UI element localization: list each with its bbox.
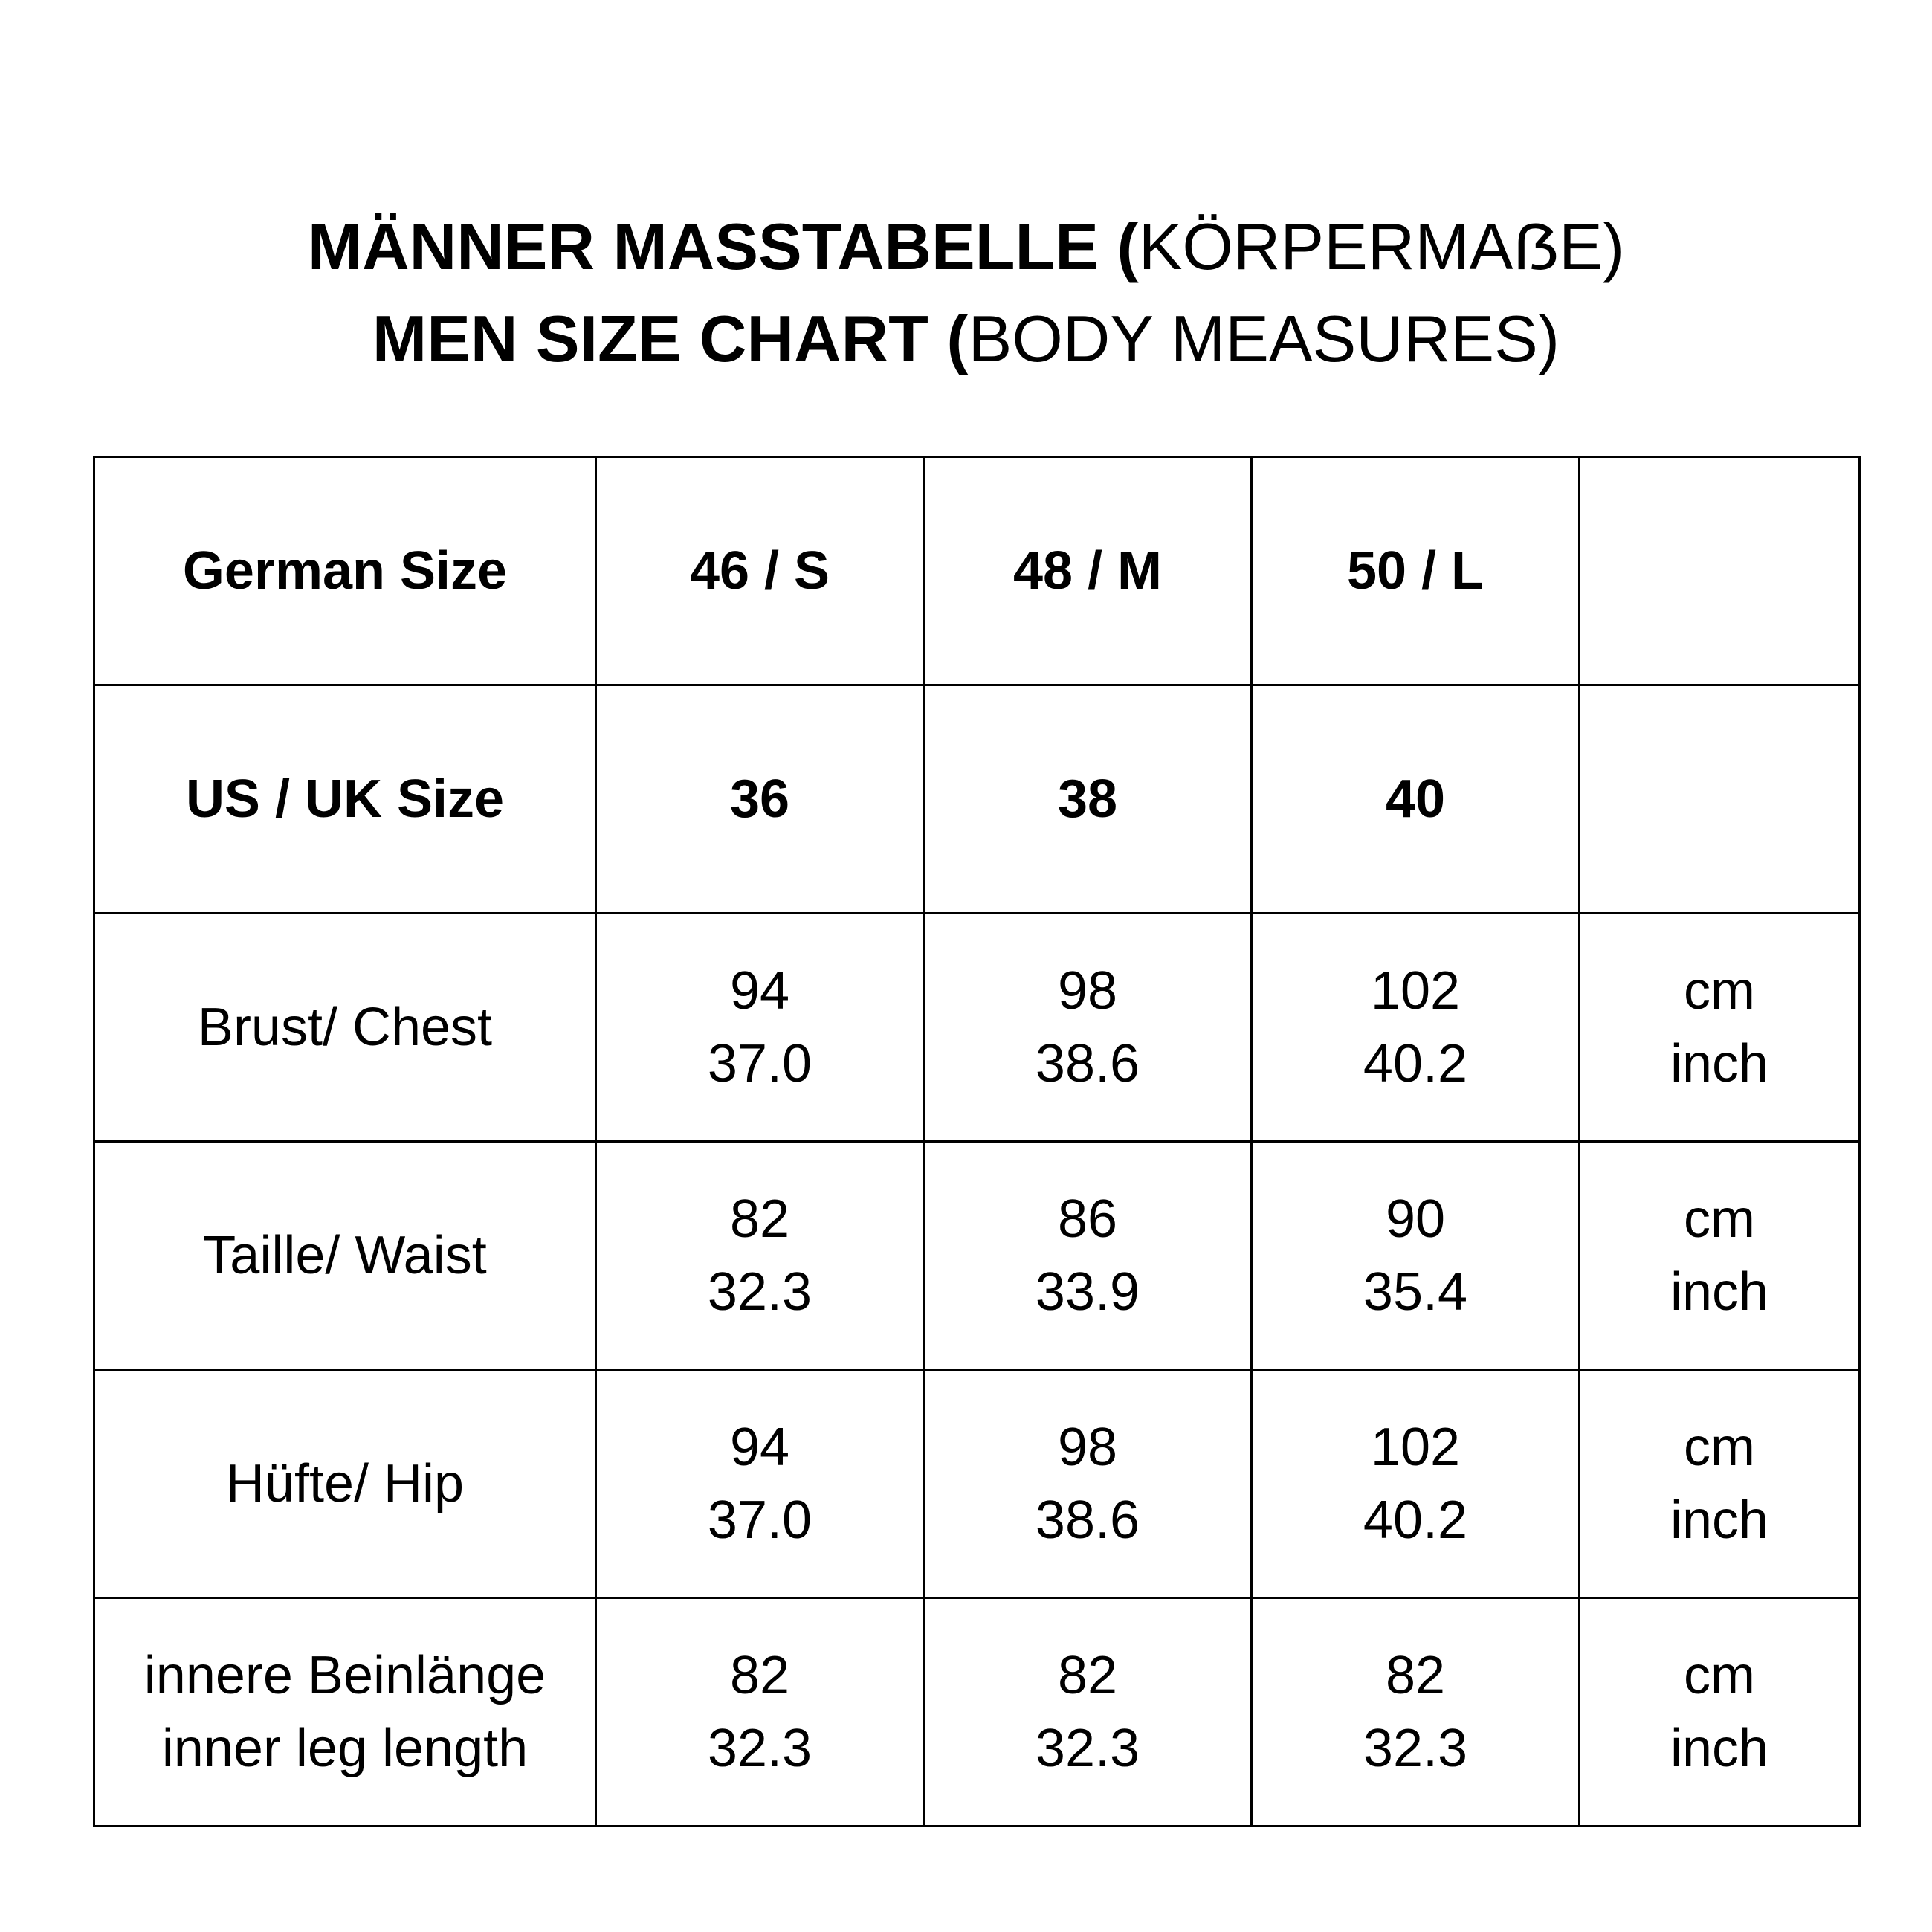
size-table [93,456,1861,1827]
title-german-normal: KÖRPERMAẞE) [1138,210,1625,283]
row-label-chest: Brust/ Chest [94,914,596,1142]
title-german-bold: MÄNNER MASSTABELLE ( [307,210,1139,283]
cell-german-size-m: 48 / M [924,457,1252,685]
hip-unit-cm: cm [1684,1418,1755,1477]
chest-s-cm: 94 [729,961,790,1021]
cell-us-uk-size-unit [1580,685,1860,914]
title-english-normal: BODY MEASURES) [968,302,1560,375]
chest-m-inch: 38.6 [1035,1034,1140,1093]
row-label-waist: Taille/ Waist [94,1142,596,1370]
inner-leg-s-cm: 82 [729,1646,790,1705]
chest-unit-cm: cm [1684,961,1755,1021]
inner-leg-l-cm: 82 [1385,1646,1446,1705]
chart-title [0,201,1932,385]
inner-leg-m-inch: 32.3 [1035,1719,1140,1778]
cell-inner-leg-s [596,1598,924,1826]
cell-waist-s [596,1142,924,1370]
chest-l-cm: 102 [1370,961,1461,1021]
table-row-chest [94,914,1860,1142]
inner-leg-label-de: innere Beinlänge [143,1646,546,1705]
title-line-german [0,201,1932,293]
chest-unit-inch: inch [1670,1034,1769,1093]
waist-m-cm: 86 [1057,1189,1118,1249]
hip-l-inch: 40.2 [1363,1490,1468,1550]
hip-s-cm: 94 [729,1418,790,1477]
cell-hip-s [596,1370,924,1598]
waist-unit-inch: inch [1670,1262,1769,1322]
cell-chest-unit [1580,914,1860,1142]
cell-waist-unit [1580,1142,1860,1370]
cell-german-size-unit [1580,457,1860,685]
cell-waist-l [1252,1142,1580,1370]
waist-l-inch: 35.4 [1363,1262,1468,1322]
table-row-us-uk-size [94,685,1860,914]
hip-m-inch: 38.6 [1035,1490,1140,1550]
cell-inner-leg-l [1252,1598,1580,1826]
table-row-german-size [94,457,1860,685]
chest-m-cm: 98 [1057,961,1118,1021]
inner-leg-unit-inch: inch [1670,1719,1769,1778]
row-label-us-uk-size: US / UK Size [94,685,596,914]
table-row-hip [94,1370,1860,1598]
inner-leg-l-inch: 32.3 [1363,1719,1468,1778]
cell-inner-leg-m [924,1598,1252,1826]
hip-unit-inch: inch [1670,1490,1769,1550]
row-label-inner-leg [94,1598,596,1826]
waist-s-inch: 32.3 [707,1262,812,1322]
inner-leg-m-cm: 82 [1057,1646,1118,1705]
cell-hip-m [924,1370,1252,1598]
table-row-inner-leg [94,1598,1860,1826]
cell-us-uk-size-s: 36 [596,685,924,914]
inner-leg-s-inch: 32.3 [707,1719,812,1778]
waist-unit-cm: cm [1684,1189,1755,1249]
hip-s-inch: 37.0 [707,1490,812,1550]
cell-inner-leg-unit [1580,1598,1860,1826]
chest-l-inch: 40.2 [1363,1034,1468,1093]
inner-leg-unit-cm: cm [1684,1646,1755,1705]
cell-chest-m [924,914,1252,1142]
hip-l-cm: 102 [1370,1418,1461,1477]
title-line-english [0,293,1932,385]
title-english-bold: MEN SIZE CHART ( [372,302,969,375]
row-label-german-size: German Size [94,457,596,685]
cell-hip-l [1252,1370,1580,1598]
cell-hip-unit [1580,1370,1860,1598]
cell-german-size-l: 50 / L [1252,457,1580,685]
cell-us-uk-size-l: 40 [1252,685,1580,914]
waist-l-cm: 90 [1385,1189,1446,1249]
cell-german-size-s: 46 / S [596,457,924,685]
inner-leg-label-en: inner leg length [161,1719,529,1778]
cell-chest-s [596,914,924,1142]
cell-waist-m [924,1142,1252,1370]
waist-s-cm: 82 [729,1189,790,1249]
cell-us-uk-size-m: 38 [924,685,1252,914]
row-label-hip: Hüfte/ Hip [94,1370,596,1598]
waist-m-inch: 33.9 [1035,1262,1140,1322]
chest-s-inch: 37.0 [707,1034,812,1093]
cell-chest-l [1252,914,1580,1142]
table-row-waist [94,1142,1860,1370]
hip-m-cm: 98 [1057,1418,1118,1477]
